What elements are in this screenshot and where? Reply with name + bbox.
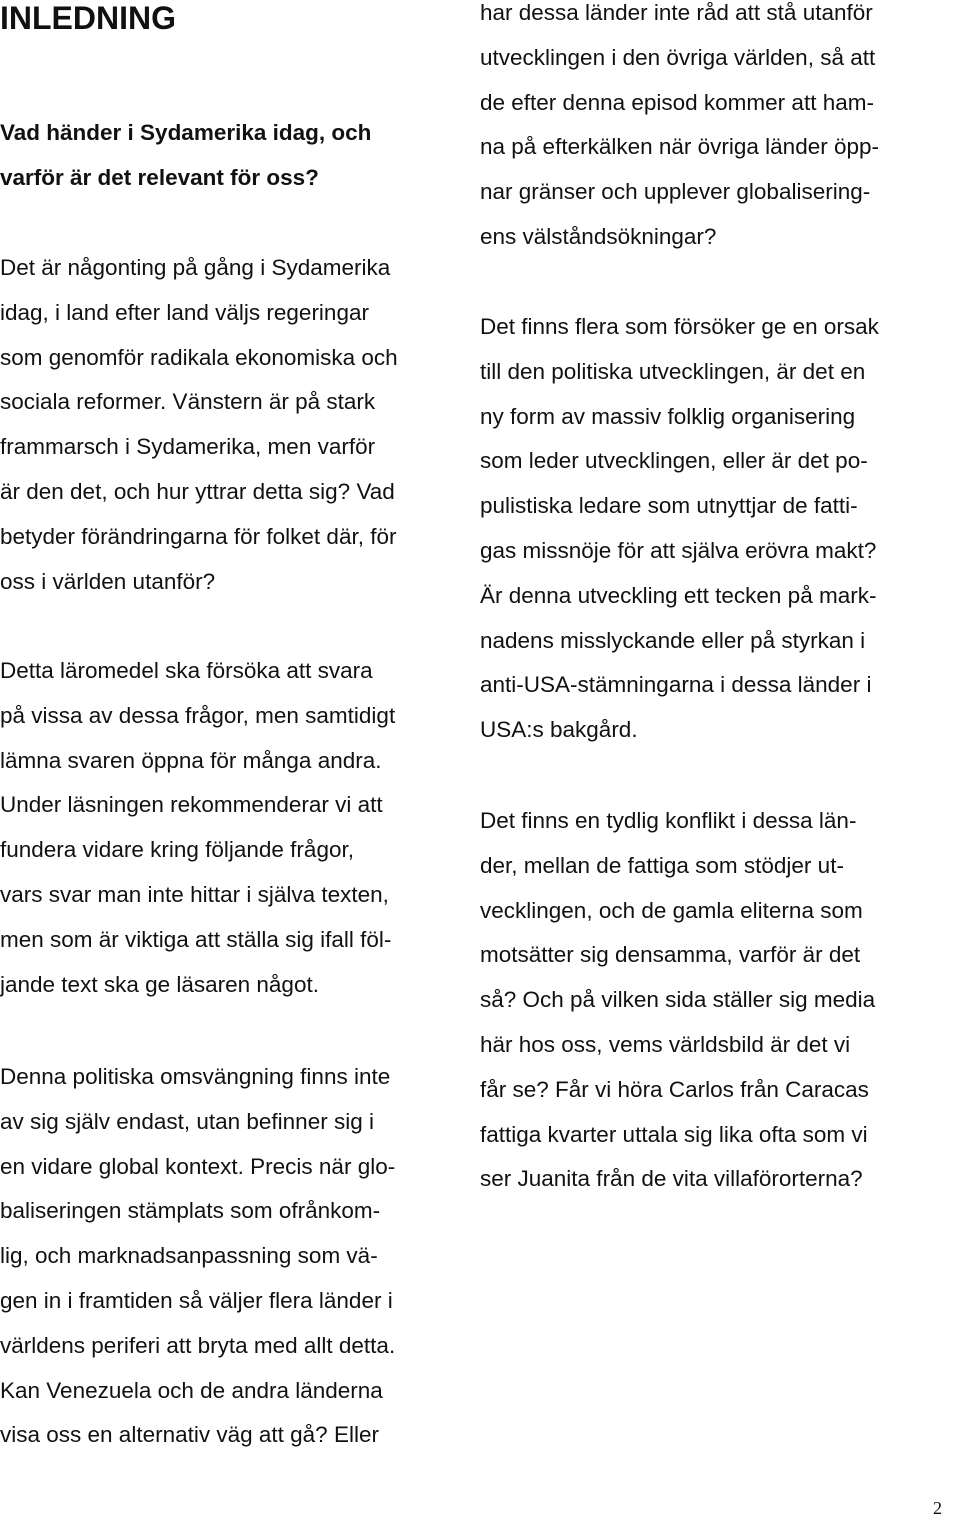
paragraph-line: får se? Får vi höra Carlos från Caracas	[480, 1076, 869, 1102]
paragraph-line: idag, i land efter land väljs regeringar	[0, 299, 369, 325]
paragraph-line: der, mellan de fattiga som stödjer ut-	[480, 852, 844, 878]
paragraph-line: så? Och på vilken sida ställer sig media	[480, 987, 876, 1013]
paragraph-line: men som är viktiga att ställa sig ifall föl-	[0, 926, 392, 952]
paragraph-line: motsätter sig densamma, varför är det	[480, 942, 861, 968]
paragraph-line: Kan Venezuela och de andra länderna	[0, 1377, 383, 1403]
paragraph-line: av sig själv endast, utan befinner sig i	[0, 1108, 374, 1134]
paragraph-line: har dessa länder inte råd att stå utanför	[480, 0, 873, 25]
paragraph-line: USA:s bakgård.	[480, 717, 638, 743]
paragraph-line: Är denna utveckling ett tecken på mark-	[480, 582, 877, 608]
paragraph-line: nadens misslyckande eller på styrkan i	[480, 627, 866, 653]
paragraph-line: frammarsch i Sydamerika, men varför	[0, 434, 376, 460]
paragraph-line: som genomför radikala ekonomiska och	[0, 344, 398, 370]
paragraph-line: är den det, och hur yttrar detta sig? Vad	[0, 479, 395, 504]
paragraph-line: betyder förändringarna för folket där, för	[0, 523, 397, 549]
paragraph-line: en vidare global kontext. Precis när glo-	[0, 1153, 396, 1179]
paragraph-line: fattiga kvarter uttala sig lika ofta som vi	[480, 1121, 868, 1147]
paragraph-line: här hos oss, vems världsbild är det vi	[480, 1032, 851, 1057]
paragraph-line: pulistiska ledare som utnyttjar de fatti-	[480, 493, 858, 519]
paragraph-line: ens välståndsökningar?	[480, 224, 717, 249]
paragraph-line: de efter denna episod kommer att ham-	[480, 89, 874, 115]
subheading-line: Vad händer i Sydamerika idag, och	[0, 120, 372, 145]
paragraph-line: lämna svaren öppna för många andra.	[0, 747, 382, 773]
paragraph-line: ser Juanita från de vita villaförorterna?	[480, 1166, 863, 1192]
paragraph-line: na på efterkälken när övriga länder öpp-	[480, 134, 880, 160]
paragraph-line: utvecklingen i den övriga världen, så att	[480, 44, 876, 70]
paragraph-line: världens periferi att bryta med allt detta.	[0, 1332, 396, 1358]
paragraph-line: till den politiska utvecklingen, är det en	[480, 358, 866, 384]
page-heading: INLEDNING	[0, 0, 176, 36]
paragraph-line: Detta läromedel ska försöka att svara	[0, 658, 373, 683]
paragraph-line: Det är någonting på gång i Sydamerika	[0, 255, 391, 280]
paragraph-line: visa oss en alternativ väg att gå? Eller	[0, 1422, 379, 1448]
subheading-line: varför är det relevant för oss?	[0, 165, 319, 190]
paragraph-line: jande text ska ge läsaren något.	[0, 971, 319, 997]
paragraph-line: gen in i framtiden så väljer flera länder i	[0, 1288, 393, 1313]
paragraph-line: vecklingen, och de gamla eliterna som	[480, 897, 863, 923]
paragraph-line: lig, och marknadsanpassning som vä-	[0, 1243, 378, 1269]
paragraph-line: vars svar man inte hittar i själva texten,	[0, 882, 389, 907]
paragraph-line: gas missnöje för att själva erövra makt?	[480, 538, 877, 563]
page-number: 2	[933, 1498, 942, 1518]
paragraph-line: som leder utvecklingen, eller är det po-	[480, 448, 868, 474]
paragraph-line: sociala reformer. Vänstern är på stark	[0, 389, 376, 415]
paragraph-line: på vissa av dessa frågor, men samtidigt	[0, 702, 396, 728]
paragraph-line: Det finns en tydlig konflikt i dessa län-	[480, 808, 857, 833]
paragraph-line: anti-USA-stämningarna i dessa länder i	[480, 672, 872, 698]
paragraph-line: Denna politiska omsvängning finns inte	[0, 1064, 391, 1089]
paragraph-line: oss i världen utanför?	[0, 568, 216, 594]
paragraph-line: baliseringen stämplats som ofrånkom-	[0, 1198, 381, 1224]
paragraph-line: fundera vidare kring följande frågor,	[0, 837, 354, 863]
paragraph-line: Under läsningen rekommenderar vi att	[0, 792, 383, 818]
paragraph-line: nar gränser och upplever globalisering-	[480, 179, 871, 205]
paragraph-line: ny form av massiv folklig organisering	[480, 403, 856, 429]
paragraph-line: Det finns flera som försöker ge en orsak	[480, 314, 879, 339]
